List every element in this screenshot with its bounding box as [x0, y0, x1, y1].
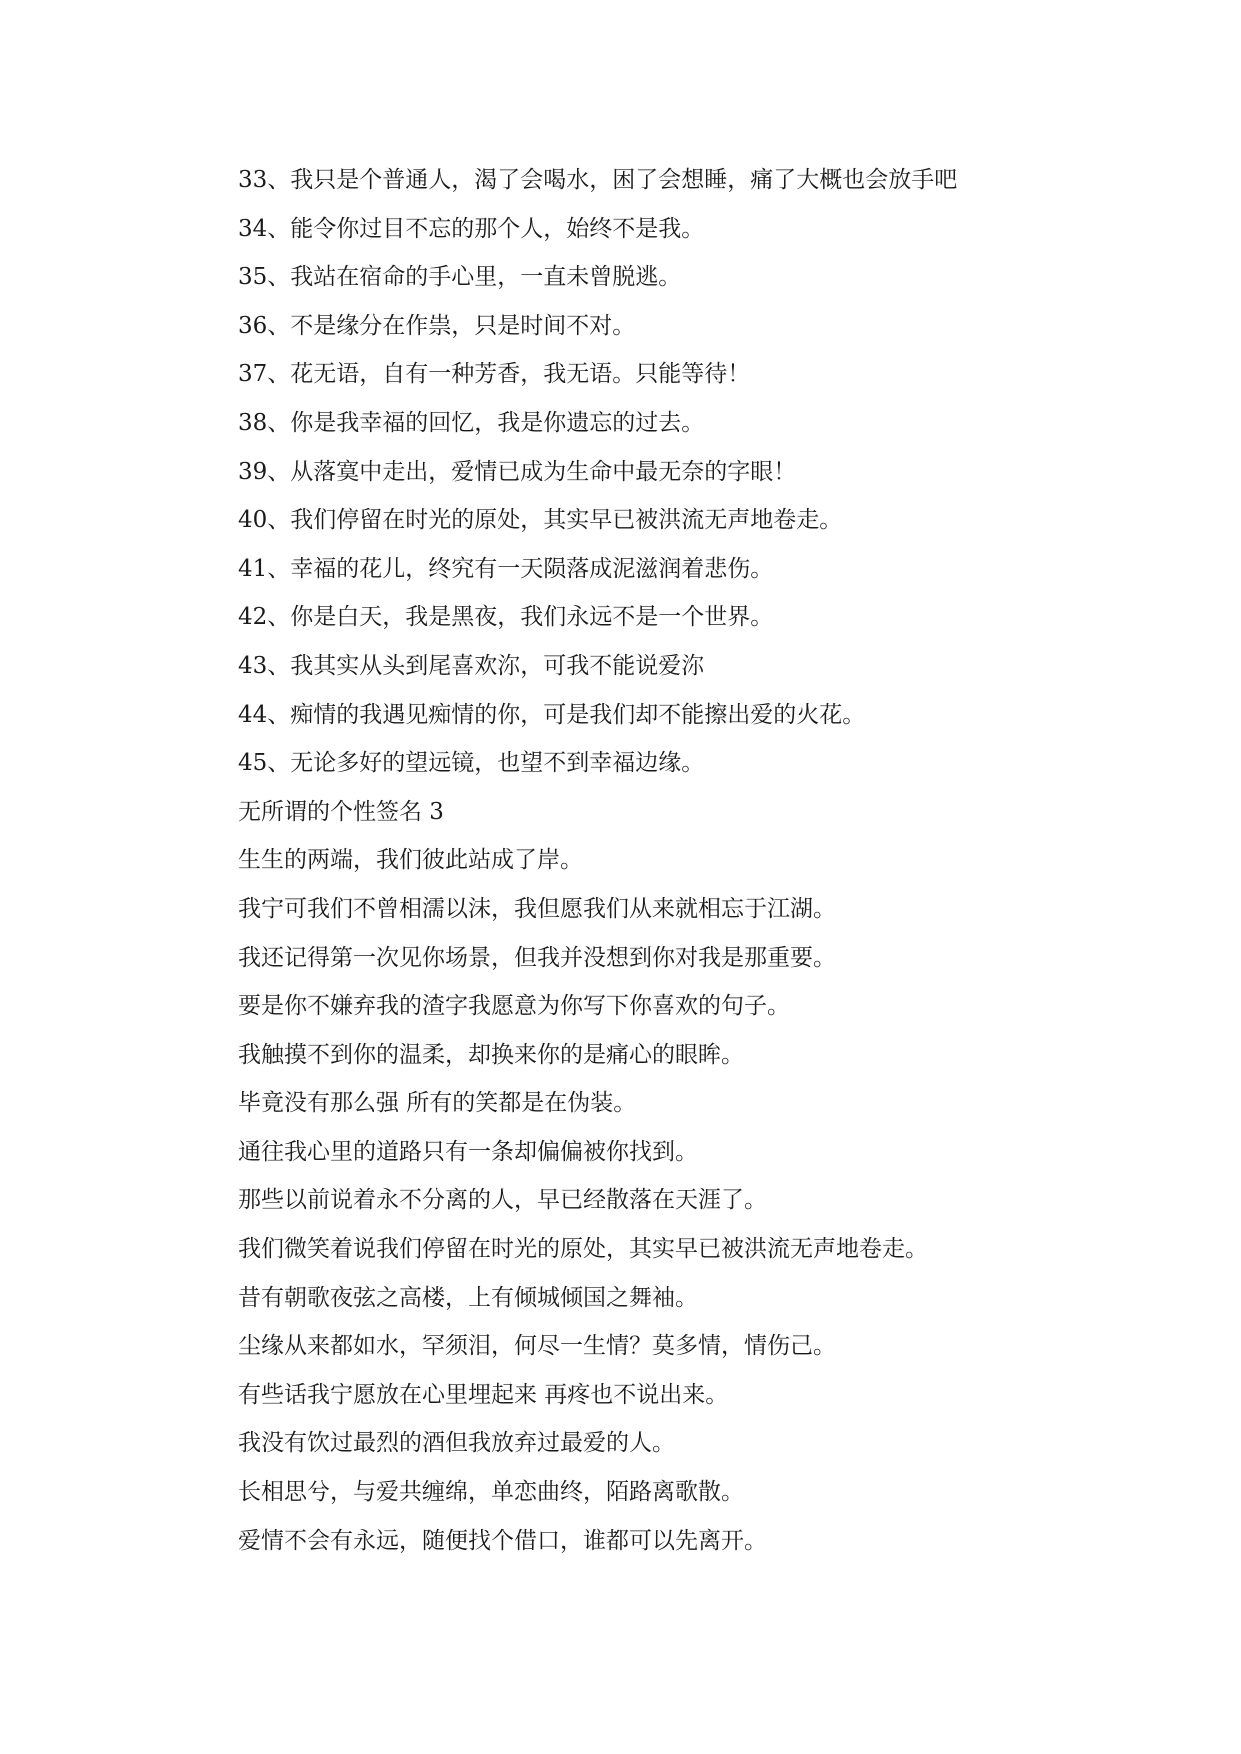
text-line: 44、痴情的我遇见痴情的你，可是我们却不能擦出爱的火花。 [238, 701, 866, 728]
text-line: 33、我只是个普通人，渴了会喝水，困了会想睡，痛了大概也会放手吧 [238, 167, 958, 193]
text-line: 40、我们停留在时光的原处，其实早已被洪流无声地卷走。 [238, 507, 843, 534]
text-line: 尘缘从来都如水，罕须泪，何尽一生情？莫多情，情伤己。 [238, 1333, 836, 1360]
text-line: 我没有饮过最烈的酒但我放弃过最爱的人。 [238, 1430, 675, 1457]
document-body [238, 156, 1058, 1565]
text-line: 35、我站在宿命的手心里，一直未曾脱逃。 [238, 264, 682, 291]
text-line: 我们微笑着说我们停留在时光的原处，其实早已被洪流无声地卷走。 [238, 1236, 928, 1263]
text-line: 有些话我宁愿放在心里埋起来 再疼也不说出来。 [238, 1381, 729, 1408]
text-line: 45、无论多好的望远镜，也望不到幸福边缘。 [238, 750, 705, 777]
text-line: 43、我其实从头到尾喜欢沵，可我不能说爱沵 [238, 652, 705, 679]
text-line: 通往我心里的道路只有一条却偏偏被你找到。 [238, 1138, 698, 1165]
text-line: 爱情不会有永远，随便找个借口，谁都可以先离开。 [238, 1527, 767, 1554]
text-line: 我宁可我们不曾相濡以沫，我但愿我们从来就相忘于江湖。 [238, 895, 836, 922]
text-line: 34、能令你过目不忘的那个人，始终不是我。 [238, 215, 705, 242]
text-line: 42、你是白天，我是黑夜，我们永远不是一个世界。 [238, 604, 774, 631]
section-heading: 无所谓的个性签名 3 [238, 798, 444, 825]
text-line: 36、不是缘分在作祟，只是时间不对。 [238, 312, 636, 339]
text-line: 昔有朝歌夜弦之高楼，上有倾城倾国之舞袖。 [238, 1284, 698, 1311]
text-line: 毕竟没有那么强 所有的笑都是在伪装。 [238, 1090, 637, 1117]
text-line: 37、花无语，自有一种芳香，我无语。只能等待！ [238, 361, 751, 388]
text-line: 41、幸福的花儿，终究有一天陨落成泥滋润着悲伤。 [238, 555, 774, 582]
text-line: 39、从落寞中走出，爱情已成为生命中最无奈的字眼！ [238, 458, 797, 485]
text-line: 38、你是我幸福的回忆，我是你遗忘的过去。 [238, 409, 705, 436]
text-line: 那些以前说着永不分离的人，早已经散落在天涯了。 [238, 1187, 767, 1214]
text-line: 我触摸不到你的温柔，却换来你的是痛心的眼眸。 [238, 1041, 744, 1068]
text-line: 要是你不嫌弃我的渣字我愿意为你写下你喜欢的句子。 [238, 993, 790, 1020]
text-line: 我还记得第一次见你场景，但我并没想到你对我是那重要。 [238, 944, 836, 971]
text-line: 长相思兮，与爱共缠绵，单恋曲终，陌路离歌散。 [238, 1479, 744, 1506]
text-line: 生生的两端，我们彼此站成了岸。 [238, 847, 583, 874]
